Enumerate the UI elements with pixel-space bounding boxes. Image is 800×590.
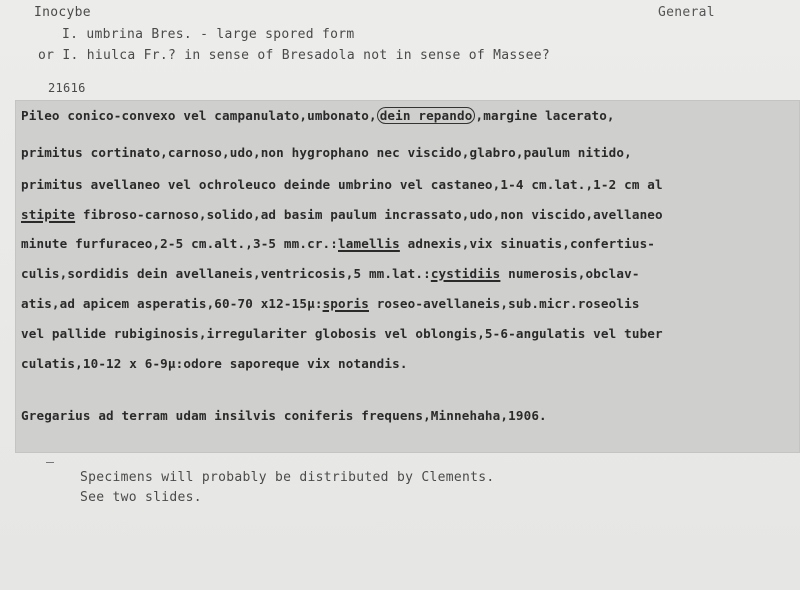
circled-text: dein repando — [377, 107, 476, 124]
text-segment: Pileo conico-convexo vel campanulato,umbonato, — [21, 108, 377, 123]
accession-number: 21616 — [48, 81, 86, 95]
underlined-term: cystidiis — [430, 266, 501, 281]
text-segment: fibroso-carnoso,solido,ad basim paulum incrassato,udo,non viscido,avellaneo — [75, 207, 663, 222]
description-line — [21, 207, 663, 222]
text-segment: adnexis,vix sinuatis,confertius- — [399, 236, 656, 251]
text-segment: numerosis,obclav- — [500, 266, 640, 281]
text-segment: ,margine lacerato, — [475, 108, 615, 123]
category-label: General — [658, 5, 715, 20]
underlined-term: lamellis — [338, 236, 400, 251]
genus-label: Inocybe — [34, 5, 91, 20]
text-segment: roseo-avellaneis,sub.micr.roseolis — [368, 296, 640, 311]
underlined-term: stipite — [21, 207, 76, 222]
description-line: culatis,10-12 x 6-9μ:odore saporeque vix notandis. — [21, 356, 408, 371]
text-segment: minute furfuraceo,2-5 cm.alt.,3-5 mm.cr.: — [21, 236, 339, 251]
species-line: I. umbrina Bres. - large spored form — [62, 27, 355, 42]
text-segment: culis,sordidis dein avellaneis,ventricosis,5 mm.lat.: — [21, 266, 431, 281]
description-line: primitus cortinato,carnoso,udo,non hygrophano nec viscido,glabro,paulum nitido, — [21, 145, 632, 160]
description-line — [21, 108, 615, 123]
text-segment: atis,ad apicem asperatis,60-70 x12-15μ: — [21, 296, 323, 311]
pencil-mark — [46, 462, 54, 463]
habitat-line: Gregarius ad terram udam insilvis coniferis frequens,Minnehaha,1906. — [21, 408, 547, 423]
underlined-term: sporis — [322, 296, 369, 311]
description-line — [21, 266, 640, 281]
synonym-line: or I. hiulca Fr.? in sense of Bresadola not in sense of Massee? — [38, 48, 550, 63]
description-line — [21, 296, 640, 311]
description-line: primitus avellaneo vel ochroleuco deinde umbrino vel castaneo,1-4 cm.lat.,1-2 cm al — [21, 177, 663, 192]
description-line: vel pallide rubiginosis,irregulariter globosis vel oblongis,5-6-angulatis vel tuber — [21, 326, 663, 341]
description-slip — [15, 100, 800, 453]
description-line — [21, 236, 655, 251]
footer-note: Specimens will probably be distributed by Clements. — [80, 470, 495, 485]
footer-note: See two slides. — [80, 490, 202, 505]
